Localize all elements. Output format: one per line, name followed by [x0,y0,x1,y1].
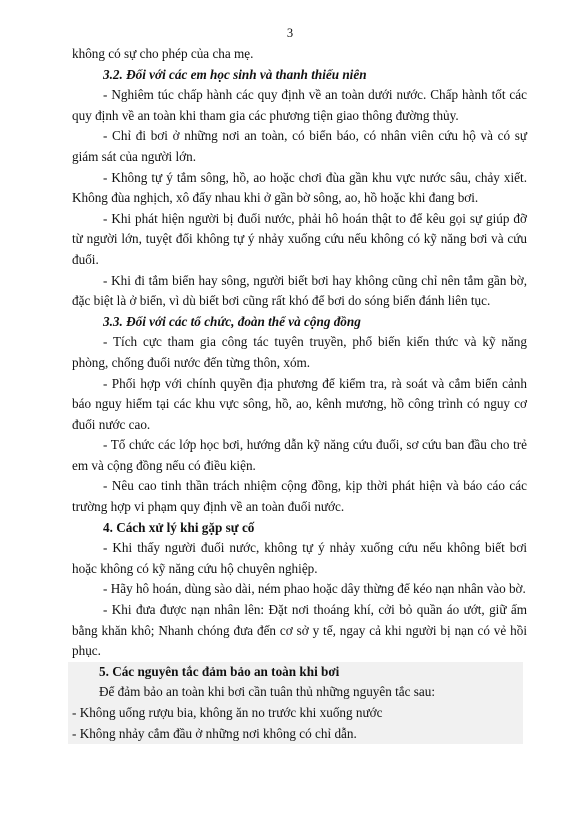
paragraph: - Hãy hô hoán, dùng sào dài, ném phao hoặc dây thừng để kéo nạn nhân vào bờ. [103,581,526,597]
paragraph: - Khi đi tắm biển hay sông, người biết bơi hay không cũng chỉ nên tắm gần bờ, đặc biệt là ở biển, vì dù biết bơi cũng rất khó để bơi do sóng biển đánh liên tục. [72,272,527,309]
paragraph: - Khi đưa được nạn nhân lên: Đặt nơi thoáng khí, cởi bỏ quần áo ướt, giữ ấm bằng khăn khô; Nhanh chóng đưa đến cơ sở y tế, ngay cả khi người bị nạn có vẻ hồi phục. [72,602,527,659]
section-5-shaded-block [68,662,523,744]
paragraph: - Tổ chức các lớp học bơi, hướng dẫn kỹ năng cứu đuối, sơ cứu ban đầu cho trẻ em và cộng đồng nếu có điều kiện. [72,437,527,473]
paragraph: - Nêu cao tinh thần trách nhiệm cộng đồng, kịp thời phát hiện và báo cáo các trường hợp vi phạm quy định về an toàn đuối nước. [72,478,527,515]
paragraph: - Nghiêm túc chấp hành các quy định về an toàn dưới nước. Chấp hành tốt các quy định về an toàn khi tham gia các phương tiện giao thông đường thủy. [72,87,527,123]
paragraph: - Tích cực tham gia công tác tuyên truyền, phổ biến kiến thức và kỹ năng phòng, chống đuối nước đến từng thôn, xóm. [72,334,527,370]
paragraph: - Không tự ý tắm sông, hồ, ao hoặc chơi đùa gần khu vực nước sâu, chảy xiết. Không đùa nghịch, xô đẩy nhau khi ở gần bờ sông, ao, hồ hoặc khi đang bơi. [72,169,527,206]
page-number: 3 [286,26,294,40]
list-item: - Không nhảy cắm đầu ở những nơi không có chỉ dẫn. [72,725,357,741]
paragraph: - Khi phát hiện người bị đuối nước, phải hô hoán thật to để kêu gọi sự giúp đỡ từ người lớn, tuyệt đối không tự ý nhảy xuống cứu nếu không có kỹ năng bơi và cứu đuối. [72,210,527,267]
section-heading-5: 5. Các nguyên tắc đảm bảo an toàn khi bơi [99,663,340,679]
paragraph: - Phối hợp với chính quyền địa phương để kiểm tra, rà soát và cắm biển cảnh báo nguy hiểm tại các khu vực sông, hồ, ao, kênh mương, hồ công trình có nguy cơ đuối nước cao. [72,375,527,432]
paragraph: - Chỉ đi bơi ở những nơi an toàn, có biển báo, có nhân viên cứu hộ và có sự giám sát của người lớn. [72,128,527,164]
section-5-intro: Để đảm bảo an toàn khi bơi cần tuân thủ những nguyên tắc sau: [99,684,436,700]
document-body [72,44,527,744]
paragraph: - Khi thấy người đuối nước, không tự ý nhảy xuống cứu nếu không biết bơi hoặc không có kỹ năng cứu hộ chuyên nghiệp. [72,540,527,576]
section-heading-4: 4. Cách xử lý khi gặp sự cố [103,519,255,535]
list-item: - Không uống rượu bia, không ăn no trước khi xuống nước [72,705,383,720]
paragraph-continuation: không có sự cho phép của cha mẹ. [72,46,254,61]
section-heading-3-3: 3.3. Đối với các tổ chức, đoàn thể và cộng đồng [103,313,361,329]
section-heading-3-2: 3.2. Đối với các em học sinh và thanh thiếu niên [103,66,367,82]
